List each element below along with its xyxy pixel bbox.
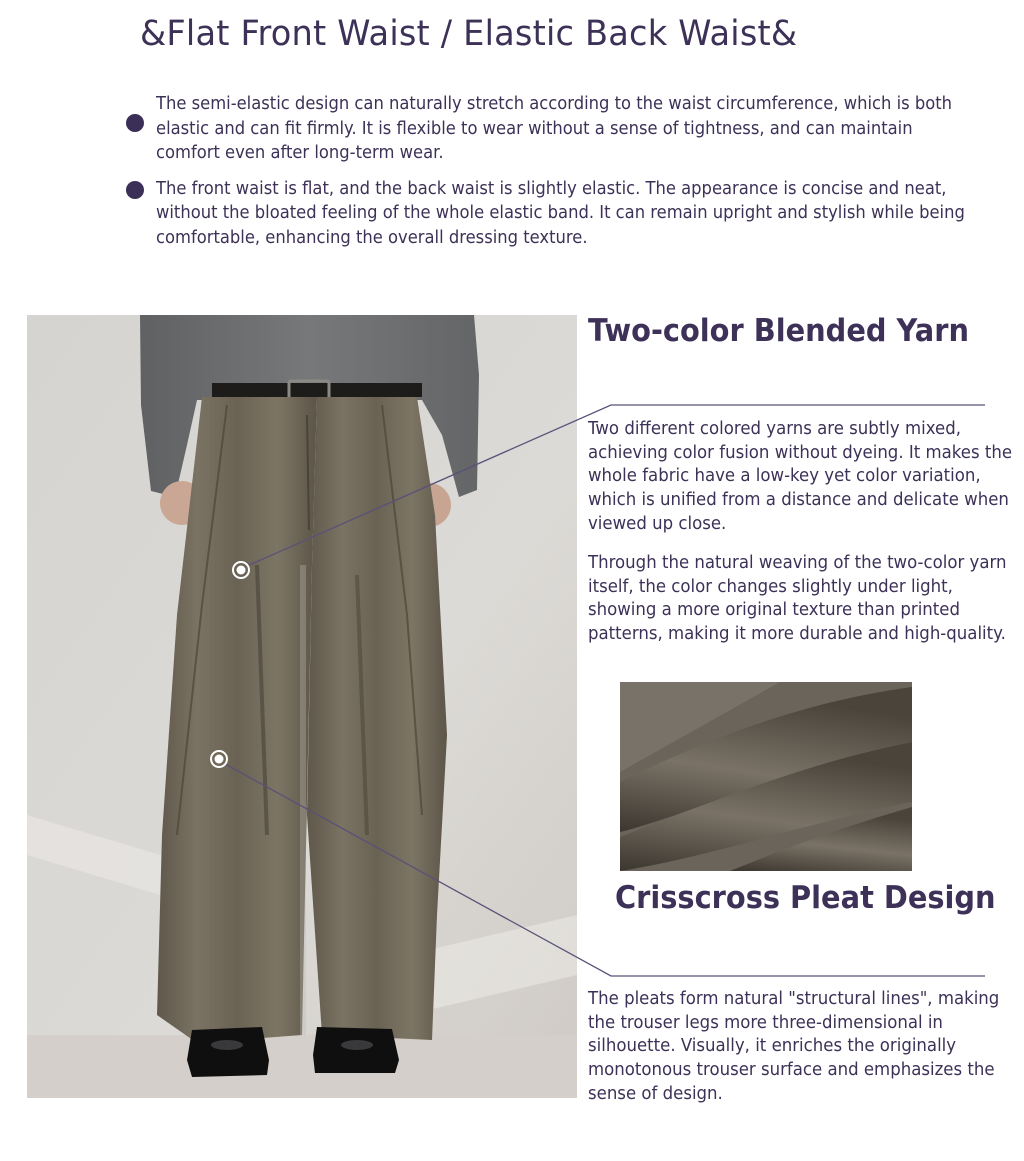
yarn-description-1: Two different colored yarns are subtly mixed, achieving color fusion without dyeing. It makes the whole fabric have a low-key yet color variation, which is unified from a distance and delicate when viewed up close. [588,418,1013,534]
bullet-dot-icon [126,181,144,199]
bullet-dot-icon [126,114,144,132]
feature-text: The semi-elastic design can naturally stretch according to the waist circumference, which is both elastic and can fit firmly. It is flexible to wear without a sense of tightness, and can maintain comfort even after long-term wear. [156,94,953,163]
section-title-pleat: Crisscross Pleat Design [615,880,996,916]
fabric-closeup-image [620,682,912,871]
product-photo [27,315,577,1098]
page-title: &Flat Front Waist / Elastic Back Waist& [140,14,798,54]
section-title-yarn: Two-color Blended Yarn [588,313,969,349]
feature-item [126,177,1006,251]
pleat-description: The pleats form natural "structural lines", making the trouser legs more three-dimensional in silhouette. Visually, it enriches the originally monotonous trouser surface and emphasizes the sense of design. [588,988,1000,1104]
feature-item [126,92,1006,166]
yarn-description-2: Through the natural weaving of the two-color yarn itself, the color changes slightly under light, showing a more original texture than printed patterns, making it more durable and high-quality. [588,552,1007,645]
feature-list [126,92,1006,261]
feature-text: The front waist is flat, and the back waist is slightly elastic. The appearance is concise and neat, without the bloated feeling of the whole elastic band. It can remain upright and stylish while being comfortable, enhancing the overall dressing texture. [156,178,965,248]
